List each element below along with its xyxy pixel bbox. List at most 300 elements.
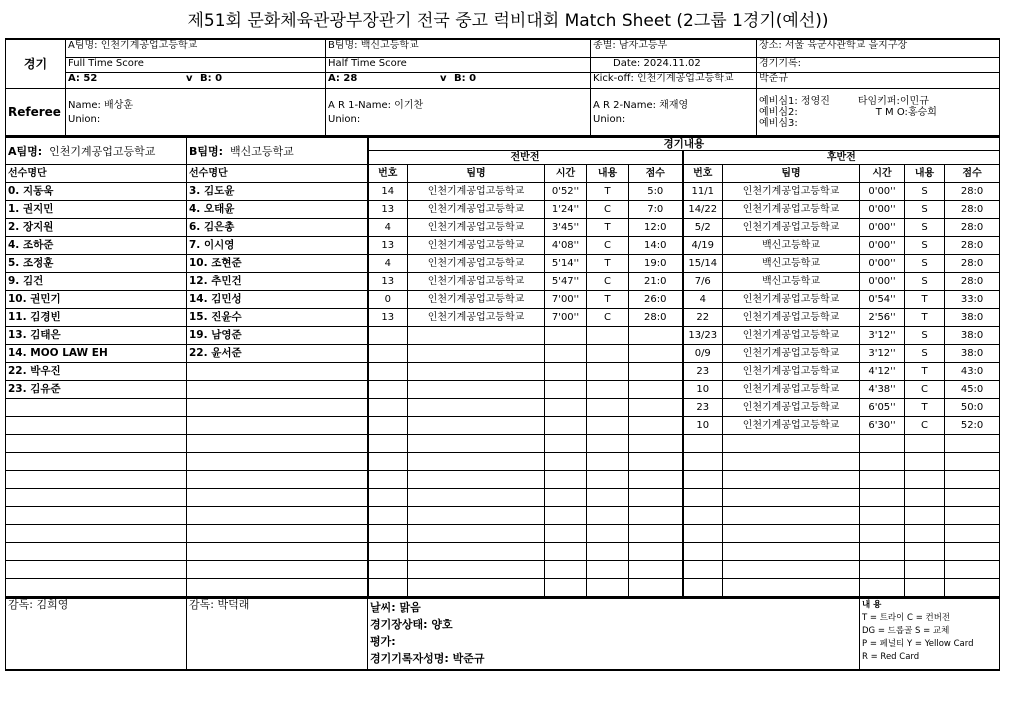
second-half-type: S xyxy=(905,273,945,291)
first-half-team xyxy=(408,489,545,507)
second-half-score xyxy=(945,525,1000,543)
sheet-title: 제51회 문화체육관광부장관기 전국 중고 럭비대회 Match Sheet (2그룹 1경기(예선)) xyxy=(187,11,829,31)
second-half-no: 11/1 xyxy=(683,183,723,201)
first-half-time xyxy=(545,363,587,381)
col-score-2: 점수 xyxy=(945,165,1000,183)
table-row xyxy=(6,273,1000,291)
first-half-time xyxy=(545,327,587,345)
first-half-no xyxy=(368,417,408,435)
second-half-type: T xyxy=(905,309,945,327)
first-half-type xyxy=(587,381,629,399)
first-half-score xyxy=(629,471,683,489)
second-half-team xyxy=(723,435,860,453)
game-table xyxy=(5,136,1000,597)
coach-b: 감독: 박덕래 xyxy=(187,598,368,670)
player-a xyxy=(6,489,187,507)
second-half-score: 28:0 xyxy=(945,255,1000,273)
first-half-no xyxy=(368,345,408,363)
full-time-b: B: 0 xyxy=(200,73,223,84)
first-half-score xyxy=(629,399,683,417)
first-half-team xyxy=(408,435,545,453)
second-half-score: 38:0 xyxy=(945,345,1000,363)
second-half-score xyxy=(945,453,1000,471)
recorder-label: 경기기록: xyxy=(757,58,1000,73)
table-row xyxy=(6,381,1000,399)
first-half-time xyxy=(545,507,587,525)
coach-a: 감독: 김희영 xyxy=(6,598,187,670)
match-label: 경기 xyxy=(6,39,66,89)
player-a xyxy=(6,435,187,453)
second-half-type xyxy=(905,471,945,489)
player-b: 14. 김민성 xyxy=(187,291,368,309)
second-half-no: 15/14 xyxy=(683,255,723,273)
first-half-team xyxy=(408,507,545,525)
first-half-type: C xyxy=(587,309,629,327)
second-half-score: 33:0 xyxy=(945,291,1000,309)
header-table xyxy=(5,38,1000,136)
first-half-time: 0'52'' xyxy=(545,183,587,201)
half-time-label: Half Time Score xyxy=(326,58,591,73)
second-half-score: 50:0 xyxy=(945,399,1000,417)
second-half-no: 10 xyxy=(683,381,723,399)
first-half-score: 12:0 xyxy=(629,219,683,237)
table-row xyxy=(6,543,1000,561)
first-half-no xyxy=(368,543,408,561)
first-half-type xyxy=(587,471,629,489)
player-b: 3. 김도윤 xyxy=(187,183,368,201)
player-b: 4. 오태윤 xyxy=(187,201,368,219)
second-half-team: 인천기계공업고등학교 xyxy=(723,309,860,327)
first-half-score xyxy=(629,579,683,597)
first-half-no xyxy=(368,327,408,345)
player-a: 2. 장지원 xyxy=(6,219,187,237)
first-half-no xyxy=(368,471,408,489)
second-half-team xyxy=(723,489,860,507)
second-half-score: 38:0 xyxy=(945,327,1000,345)
col-type-1: 내용 xyxy=(587,165,629,183)
first-half-team: 인천기계공업고등학교 xyxy=(408,309,545,327)
player-b: 10. 조현준 xyxy=(187,255,368,273)
first-half-score: 14:0 xyxy=(629,237,683,255)
first-half-type: T xyxy=(587,183,629,201)
player-a xyxy=(6,417,187,435)
second-half-no xyxy=(683,435,723,453)
second-half-score xyxy=(945,561,1000,579)
legend-line: DG = 드롭골 S = 교체 xyxy=(862,626,950,636)
tmo: T M O:홍승희 xyxy=(875,106,937,118)
second-half-type: T xyxy=(905,399,945,417)
second-half-type: S xyxy=(905,219,945,237)
first-half-no xyxy=(368,579,408,597)
player-b xyxy=(187,507,368,525)
second-half-team: 인천기계공업고등학교 xyxy=(723,345,860,363)
table-row xyxy=(6,561,1000,579)
col-no-1: 번호 xyxy=(368,165,408,183)
second-half-score: 28:0 xyxy=(945,237,1000,255)
venue: 장소: 서울 육군사관학교 을지구장 xyxy=(757,39,1000,58)
player-b xyxy=(187,363,368,381)
second-half-no: 14/22 xyxy=(683,201,723,219)
roster-header-b: 선수명단 xyxy=(187,165,368,183)
second-half-type: S xyxy=(905,345,945,363)
second-half-team xyxy=(723,453,860,471)
player-b xyxy=(187,435,368,453)
second-half-time: 3'12'' xyxy=(860,327,905,345)
col-team-2: 팀명 xyxy=(723,165,860,183)
team-a-header: A팀명: 인천기계공업고등학교 xyxy=(6,137,187,165)
first-half-time: 5'14'' xyxy=(545,255,587,273)
second-half-score: 28:0 xyxy=(945,201,1000,219)
second-half-team: 인천기계공업고등학교 xyxy=(723,291,860,309)
second-half-no: 7/6 xyxy=(683,273,723,291)
second-half-type xyxy=(905,543,945,561)
first-half-no xyxy=(368,525,408,543)
first-half-type xyxy=(587,345,629,363)
player-b xyxy=(187,561,368,579)
player-b: 6. 김은총 xyxy=(187,219,368,237)
first-half-team xyxy=(408,543,545,561)
second-half-no: 4/19 xyxy=(683,237,723,255)
second-half-time: 2'56'' xyxy=(860,309,905,327)
second-half-score xyxy=(945,471,1000,489)
first-half-no: 4 xyxy=(368,219,408,237)
first-half-team xyxy=(408,345,545,363)
second-half-time: 0'54'' xyxy=(860,291,905,309)
first-half-team: 인천기계공업고등학교 xyxy=(408,255,545,273)
first-half-score: 7:0 xyxy=(629,201,683,219)
player-a: 23. 김유준 xyxy=(6,381,187,399)
second-half-header: 후반전 xyxy=(683,151,1000,165)
first-half-score xyxy=(629,543,683,561)
player-b: 15. 진윤수 xyxy=(187,309,368,327)
first-half-score xyxy=(629,363,683,381)
first-half-team xyxy=(408,471,545,489)
first-half-time xyxy=(545,489,587,507)
full-time-label: Full Time Score xyxy=(66,58,326,73)
second-half-time: 0'00'' xyxy=(860,273,905,291)
first-half-team xyxy=(408,399,545,417)
second-half-team: 인천기계공업고등학교 xyxy=(723,201,860,219)
half-time-v: v xyxy=(440,73,447,84)
first-half-score: 26:0 xyxy=(629,291,683,309)
first-half-team xyxy=(408,453,545,471)
player-a xyxy=(6,507,187,525)
second-half-team xyxy=(723,579,860,597)
second-half-type xyxy=(905,435,945,453)
first-half-no: 13 xyxy=(368,309,408,327)
first-half-type: C xyxy=(587,201,629,219)
second-half-team: 백신고등학교 xyxy=(723,273,860,291)
first-half-time xyxy=(545,417,587,435)
second-half-type: S xyxy=(905,255,945,273)
second-half-time: 0'00'' xyxy=(860,183,905,201)
game-title: 경기내용 xyxy=(368,137,1000,151)
first-half-score: 28:0 xyxy=(629,309,683,327)
first-half-team: 인천기계공업고등학교 xyxy=(408,201,545,219)
second-half-no: 23 xyxy=(683,363,723,381)
second-half-time: 4'38'' xyxy=(860,381,905,399)
second-half-team: 백신고등학교 xyxy=(723,237,860,255)
player-b xyxy=(187,543,368,561)
player-a xyxy=(6,561,187,579)
table-row xyxy=(6,507,1000,525)
second-half-type: S xyxy=(905,327,945,345)
second-half-score: 28:0 xyxy=(945,273,1000,291)
second-half-time: 6'30'' xyxy=(860,417,905,435)
first-half-time: 7'00'' xyxy=(545,291,587,309)
first-half-time xyxy=(545,381,587,399)
half-time-b: B: 0 xyxy=(454,73,477,84)
first-half-score xyxy=(629,453,683,471)
table-row xyxy=(6,237,1000,255)
first-half-time xyxy=(545,453,587,471)
second-half-no xyxy=(683,525,723,543)
second-half-team xyxy=(723,471,860,489)
half-time-a: A: 28 xyxy=(328,73,358,84)
col-type-2: 내용 xyxy=(905,165,945,183)
first-half-type xyxy=(587,525,629,543)
table-row xyxy=(6,309,1000,327)
second-half-type: S xyxy=(905,183,945,201)
reserve-2: 예비심2: T M O:홍승희 xyxy=(759,106,937,118)
first-half-time xyxy=(545,435,587,453)
first-half-type xyxy=(587,363,629,381)
legend-title: 내 용 xyxy=(862,600,882,610)
second-half-no xyxy=(683,561,723,579)
first-half-no xyxy=(368,381,408,399)
first-half-header: 전반전 xyxy=(368,151,683,165)
second-half-type xyxy=(905,453,945,471)
ar2-union: Union: xyxy=(593,113,626,125)
second-half-score xyxy=(945,435,1000,453)
first-half-team xyxy=(408,417,545,435)
ar1-cell xyxy=(326,89,591,136)
second-half-score xyxy=(945,489,1000,507)
table-row xyxy=(6,291,1000,309)
second-half-type: T xyxy=(905,363,945,381)
second-half-no xyxy=(683,489,723,507)
legend-line: P = 페널티 Y = Yellow Card xyxy=(862,639,974,649)
table-row xyxy=(6,345,1000,363)
second-half-team: 인천기계공업고등학교 xyxy=(723,381,860,399)
player-b xyxy=(187,525,368,543)
first-half-no: 14 xyxy=(368,183,408,201)
referee-cell xyxy=(66,89,326,136)
first-half-no xyxy=(368,507,408,525)
first-half-score xyxy=(629,507,683,525)
second-half-type: S xyxy=(905,237,945,255)
second-half-score xyxy=(945,543,1000,561)
player-b xyxy=(187,471,368,489)
first-half-type xyxy=(587,579,629,597)
player-a xyxy=(6,579,187,597)
first-half-type xyxy=(587,327,629,345)
player-b xyxy=(187,417,368,435)
second-half-time xyxy=(860,579,905,597)
second-half-score: 43:0 xyxy=(945,363,1000,381)
second-half-type: S xyxy=(905,201,945,219)
second-half-time: 0'00'' xyxy=(860,237,905,255)
table-row xyxy=(6,399,1000,417)
second-half-no: 4 xyxy=(683,291,723,309)
second-half-time xyxy=(860,525,905,543)
first-half-time xyxy=(545,345,587,363)
reserve-3: 예비심3: xyxy=(759,117,798,129)
ar2-cell xyxy=(591,89,757,136)
second-half-no xyxy=(683,579,723,597)
first-half-time: 5'47'' xyxy=(545,273,587,291)
first-half-time xyxy=(545,543,587,561)
second-half-no: 0/9 xyxy=(683,345,723,363)
first-half-no xyxy=(368,363,408,381)
second-half-no: 5/2 xyxy=(683,219,723,237)
second-half-type: T xyxy=(905,291,945,309)
second-half-type xyxy=(905,489,945,507)
first-half-no: 13 xyxy=(368,237,408,255)
first-half-team: 인천기계공업고등학교 xyxy=(408,291,545,309)
reserve-1: 예비심1: 정영진 타임키퍼:이민규 xyxy=(759,95,929,107)
first-half-type xyxy=(587,489,629,507)
second-half-no xyxy=(683,471,723,489)
first-half-type xyxy=(587,453,629,471)
second-half-team: 인천기계공업고등학교 xyxy=(723,219,860,237)
second-half-no: 13/23 xyxy=(683,327,723,345)
first-half-no: 13 xyxy=(368,273,408,291)
officials-cell xyxy=(757,89,1000,136)
second-half-type: C xyxy=(905,381,945,399)
field-condition: 경기장상태: 양호 xyxy=(370,618,453,631)
player-b xyxy=(187,381,368,399)
team-b-name: B팀명: 백신고등학교 xyxy=(326,39,591,58)
half-time-score xyxy=(326,73,591,89)
first-half-type xyxy=(587,561,629,579)
first-half-time: 7'00'' xyxy=(545,309,587,327)
col-no-2: 번호 xyxy=(683,165,723,183)
second-half-time: 6'05'' xyxy=(860,399,905,417)
first-half-time xyxy=(545,471,587,489)
first-half-type xyxy=(587,507,629,525)
first-half-score xyxy=(629,561,683,579)
legend xyxy=(860,598,1000,670)
player-a xyxy=(6,453,187,471)
second-half-time: 0'00'' xyxy=(860,201,905,219)
weather: 날씨: 맑음 xyxy=(370,601,421,614)
team-a-name: A팀명: 인천기계공업고등학교 xyxy=(66,39,326,58)
first-half-no xyxy=(368,489,408,507)
second-half-type xyxy=(905,507,945,525)
table-row xyxy=(6,327,1000,345)
second-half-no: 22 xyxy=(683,309,723,327)
second-half-type xyxy=(905,561,945,579)
second-half-team: 인천기계공업고등학교 xyxy=(723,327,860,345)
first-half-time: 3'45'' xyxy=(545,219,587,237)
player-b xyxy=(187,579,368,597)
player-a xyxy=(6,525,187,543)
first-half-team xyxy=(408,561,545,579)
table-row xyxy=(6,453,1000,471)
first-half-team xyxy=(408,363,545,381)
player-b: 7. 이시영 xyxy=(187,237,368,255)
second-half-team: 인천기계공업고등학교 xyxy=(723,363,860,381)
first-half-time xyxy=(545,579,587,597)
first-half-no xyxy=(368,399,408,417)
first-half-time: 1'24'' xyxy=(545,201,587,219)
player-a xyxy=(6,543,187,561)
category: 종별: 남자고등부 xyxy=(591,39,757,58)
player-a xyxy=(6,471,187,489)
player-b xyxy=(187,489,368,507)
first-half-type: T xyxy=(587,291,629,309)
first-half-team xyxy=(408,579,545,597)
first-half-team xyxy=(408,525,545,543)
col-time-1: 시간 xyxy=(545,165,587,183)
first-half-no: 0 xyxy=(368,291,408,309)
second-half-team: 인천기계공업고등학교 xyxy=(723,417,860,435)
first-half-type: T xyxy=(587,219,629,237)
second-half-score xyxy=(945,579,1000,597)
second-half-time: 0'00'' xyxy=(860,255,905,273)
table-row xyxy=(6,579,1000,597)
legend-line: R = Red Card xyxy=(862,652,920,662)
first-half-no xyxy=(368,435,408,453)
first-half-team: 인천기계공업고등학교 xyxy=(408,273,545,291)
first-half-score: 21:0 xyxy=(629,273,683,291)
second-half-time: 4'12'' xyxy=(860,363,905,381)
second-half-time xyxy=(860,471,905,489)
first-half-type xyxy=(587,399,629,417)
recorder-name: 박준규 xyxy=(757,73,1000,89)
player-b xyxy=(187,453,368,471)
table-row xyxy=(6,201,1000,219)
referee-union: Union: xyxy=(68,113,101,125)
player-a: 11. 김경빈 xyxy=(6,309,187,327)
full-time-score xyxy=(66,73,326,89)
col-score-1: 점수 xyxy=(629,165,683,183)
first-half-type xyxy=(587,435,629,453)
second-half-score: 28:0 xyxy=(945,183,1000,201)
second-half-no xyxy=(683,507,723,525)
legend-line: T = 트라이 C = 컨버전 xyxy=(862,613,951,623)
team-b-header: B팀명: 백신고등학교 xyxy=(187,137,368,165)
second-half-time xyxy=(860,561,905,579)
first-half-time xyxy=(545,561,587,579)
referee-label: Referee xyxy=(6,89,66,136)
first-half-score xyxy=(629,327,683,345)
first-half-no: 13 xyxy=(368,201,408,219)
first-half-team xyxy=(408,381,545,399)
second-half-time xyxy=(860,507,905,525)
first-half-type: T xyxy=(587,255,629,273)
second-half-no: 10 xyxy=(683,417,723,435)
first-half-score xyxy=(629,525,683,543)
second-half-team xyxy=(723,543,860,561)
first-half-team xyxy=(408,327,545,345)
first-half-no xyxy=(368,561,408,579)
second-half-score xyxy=(945,507,1000,525)
first-half-score xyxy=(629,417,683,435)
kickoff: Kick-off: 인천기계공업고등학교 xyxy=(591,73,757,89)
first-half-team: 인천기계공업고등학교 xyxy=(408,219,545,237)
table-row xyxy=(6,219,1000,237)
match-sheet xyxy=(5,38,999,675)
second-half-type xyxy=(905,525,945,543)
ar2-name: A R 2-Name: 채재영 xyxy=(593,99,689,111)
first-half-time xyxy=(545,399,587,417)
table-row xyxy=(6,489,1000,507)
first-half-score: 19:0 xyxy=(629,255,683,273)
full-time-v: v xyxy=(186,73,193,84)
player-a: 4. 조하준 xyxy=(6,237,187,255)
